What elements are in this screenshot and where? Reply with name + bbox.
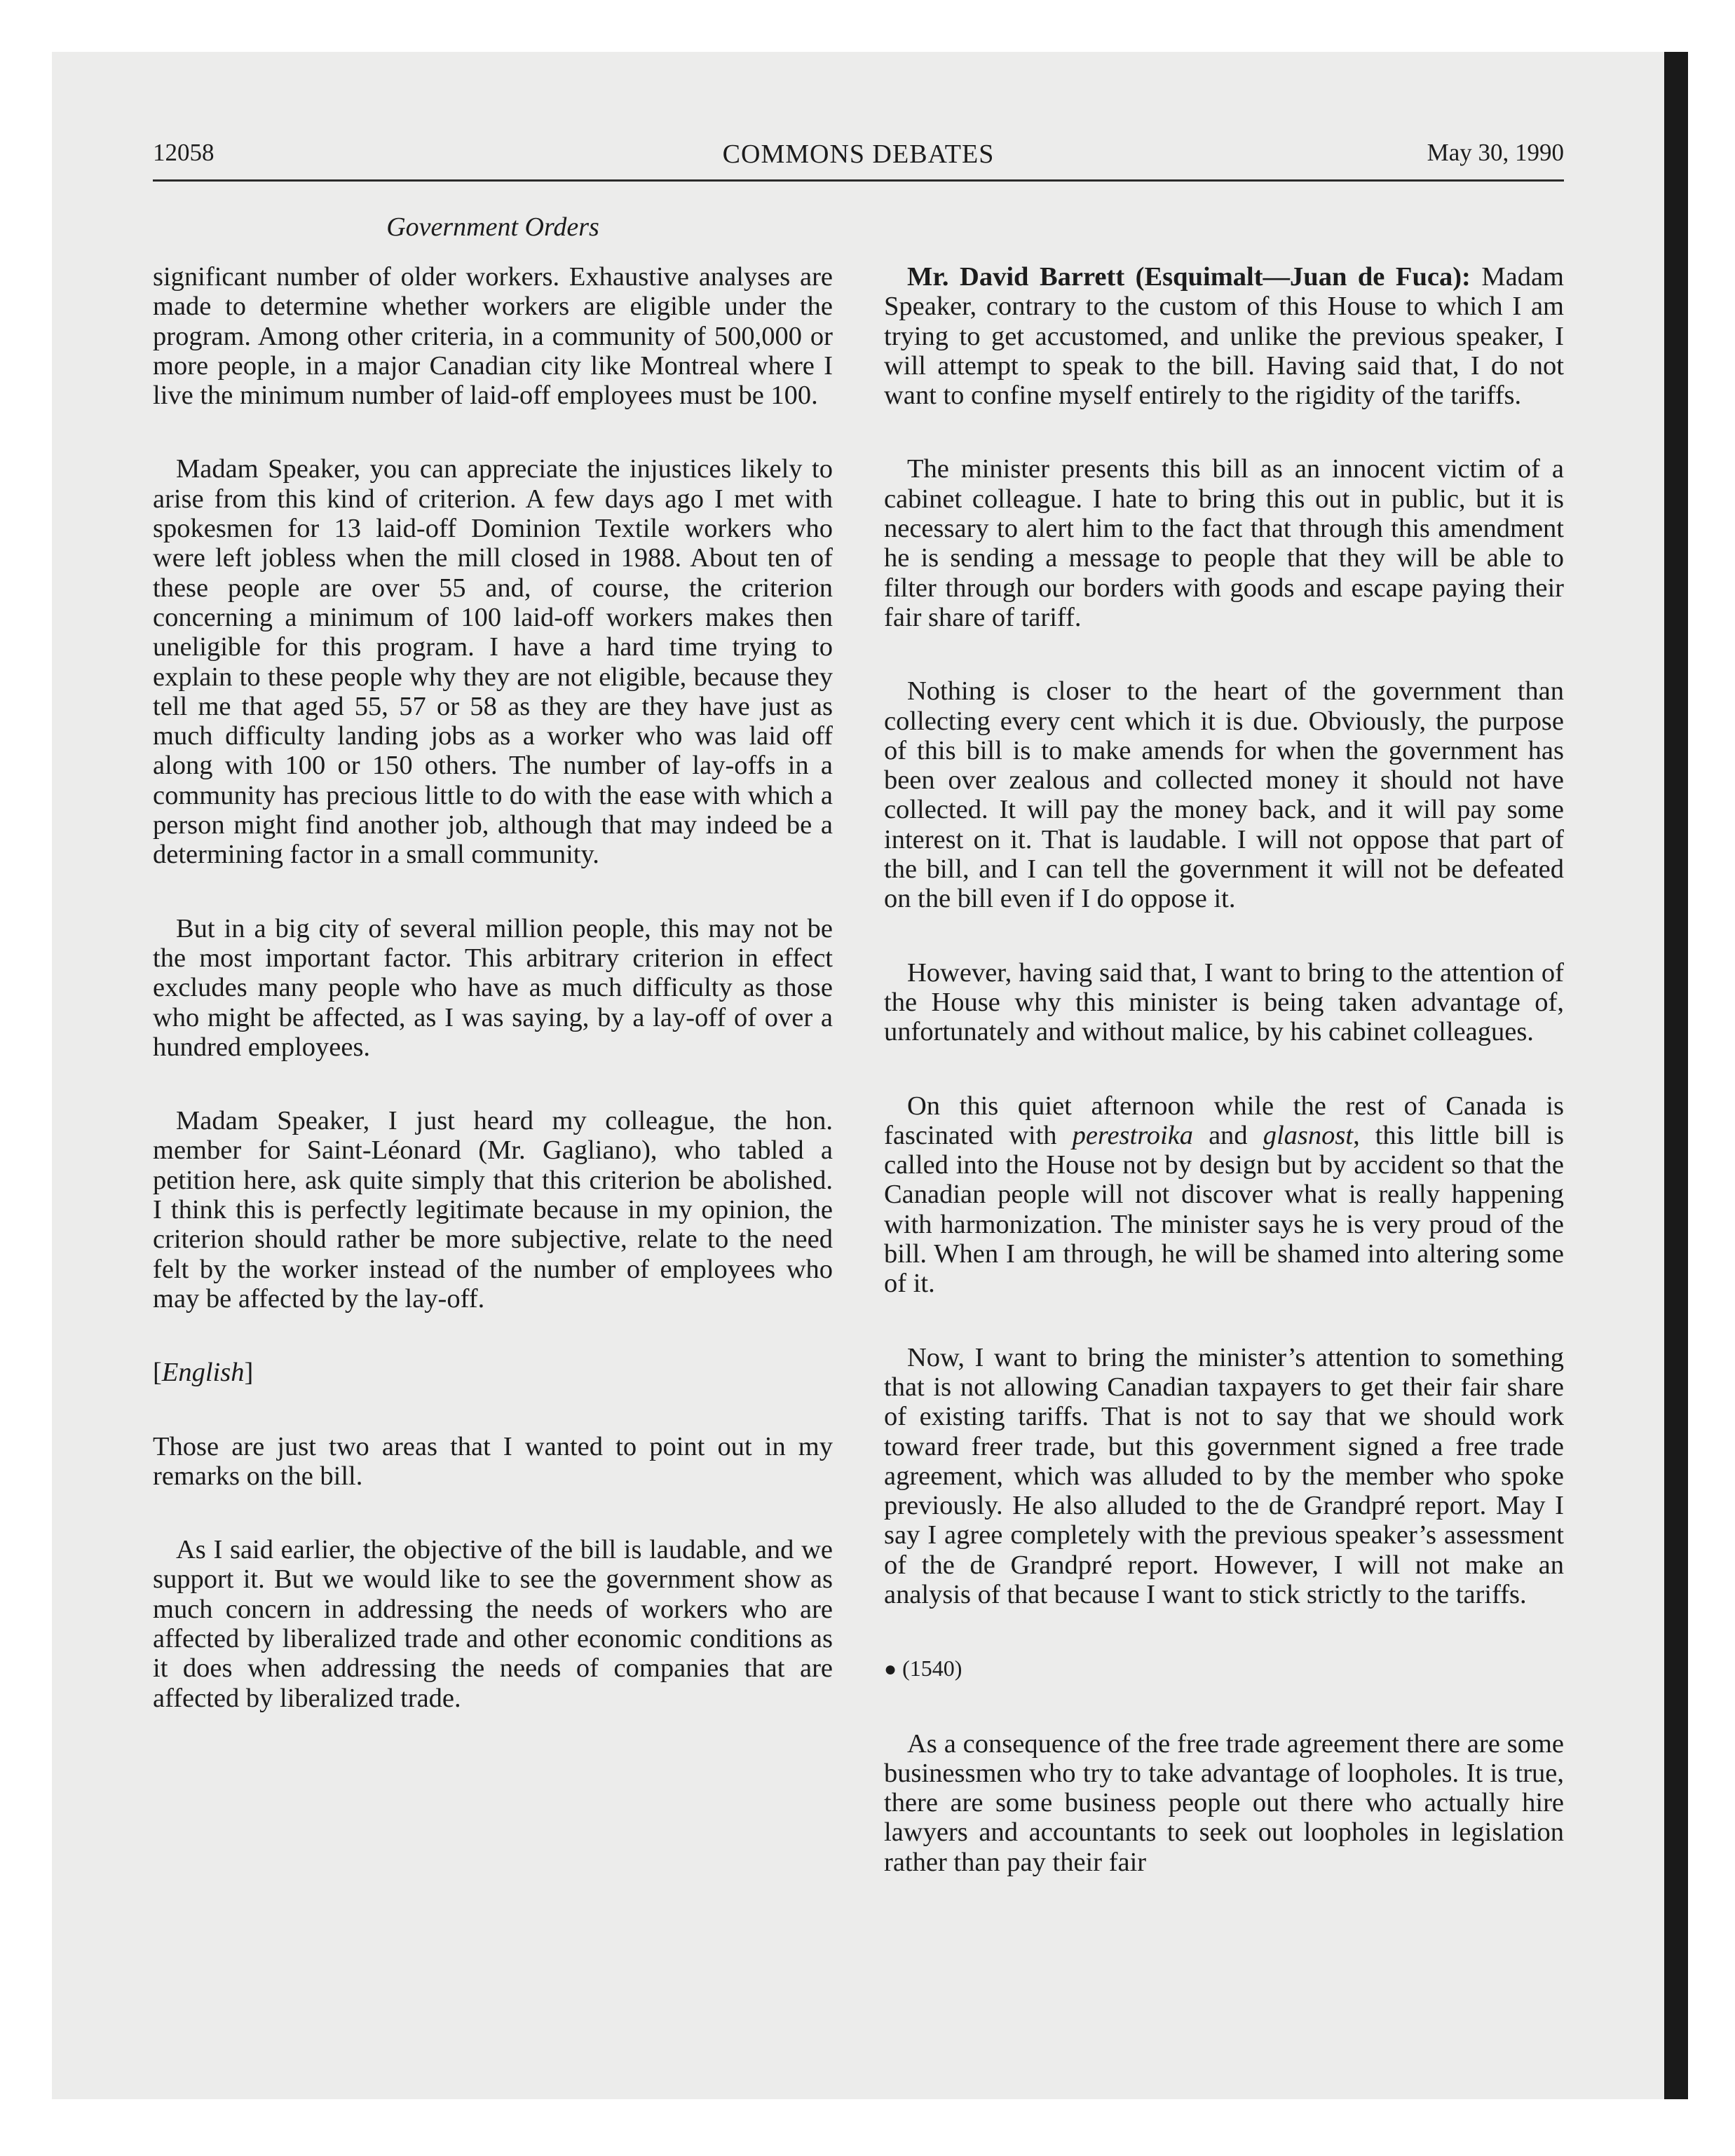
paragraph: Those are just two areas that I wanted to point out in my remarks on the bill.	[153, 1431, 833, 1491]
speech-text: Madam Speaker, contrary to the custom of this House to which I am trying to get accustomed, and unlike the previous speaker, I will attempt to speak to the bill. Having said that, I do not want to confine myself entirely to the rigidity of the tariffs.	[884, 262, 1564, 411]
paragraph: Madam Speaker, you can appreciate the injustices likely to arise from this kind of criterion. A few days ago I met with spokesmen for 13 laid-off Dominion Textile workers who were left jobless when the mill closed in 1988. About ten of these people are over 55 and, of course, the criterion concerning a minimum of 100 laid-off workers makes then uneligible for this program. I have a hard time trying to explain to these people why they are not eligible, because they tell me that aged 55, 57 or 58 as they are they have just as much difficulty landing jobs as a worker who was laid off along with 100 or 150 others. The number of lay-offs in a community has precious little to do with the ease with which a person might find another job, although that may indeed be a determining factor in a small community.	[153, 454, 833, 870]
right-column	[884, 262, 1564, 1921]
page-date: May 30, 1990	[1427, 139, 1564, 166]
language-tag-text: English	[161, 1358, 245, 1388]
language-tag: [English]	[153, 1358, 254, 1388]
section-heading: Government Orders	[386, 212, 599, 242]
paragraph: Now, I want to bring the minister’s attention to something that is not allowing Canadian taxpayers to get their fair share of existing tariffs. That is not to say that we should work toward freer trade, but this government signed a free trade agreement, which was alluded to by the member who spoke previously. He also alluded to the de Grandpré report. May I say I agree completely with the previous speaker’s assessment of the de Grandpré report. However, I will not make an analysis of that because I want to stick strictly to the tariffs.	[884, 1342, 1564, 1609]
paragraph: Nothing is closer to the heart of the government than collecting every cent which it is due. Obviously, the purpose of this bill is to make amends for when the government has been over zealous and collected money it should not have collected. It will pay the money back, and it will pay some interest on it. That is laudable. I will not oppose that part of the bill, and I can tell the government it will not be defeated on the bill even if I do oppose it.	[884, 676, 1564, 914]
scan-edge	[1664, 52, 1688, 2099]
bullet-icon: ●	[884, 1658, 897, 1681]
left-column	[153, 262, 833, 1757]
paragraph: The minister presents this bill as an innocent victim of a cabinet colleague. I hate to bring this out in public, but it is necessary to alert him to the fact that through this amendment he is sending a message to people that they will be able to filter through our borders with goods and escape paying their fair share of tariff.	[884, 454, 1564, 632]
paragraph: Madam Speaker, I just heard my colleague, the hon. member for Saint-Léonard (Mr. Gagliano), who tabled a petition here, ask quite simply that this criterion be abolished. I think this is perfectly legitimate because in my opinion, the criterion should rather be more subjective, relate to the need felt by the worker instead of the number of employees who may be affected by the lay-off.	[153, 1106, 833, 1314]
paragraph: However, having said that, I want to bring to the attention of the House why this minister is being taken advantage of, unfortunately and without malice, by his cabinet colleagues.	[884, 957, 1564, 1047]
paragraph-text: and	[1209, 1120, 1248, 1150]
foreign-term: perestroika	[1072, 1120, 1194, 1150]
timestamp	[884, 1653, 1564, 1684]
running-head	[153, 139, 1564, 181]
paragraph: But in a big city of several million people, this may not be the most important factor. This arbitrary criterion in effect excludes many people who have as much difficulty as those who might be affected, as I was saying, by a lay-off of over a hundred employees.	[153, 913, 833, 1062]
paragraph: significant number of older workers. Exhaustive analyses are made to determine whether workers are eligible under the program. Among other criteria, in a community of 500,000 or more people, in a major Canadian city like Montreal where I live the minimum number of laid-off employees must be 100.	[153, 262, 833, 411]
speech-opening	[884, 262, 1564, 410]
paragraph-text: , this little bill is called into the House not by design but by accident so that the Canadian people will not discover what is really happening with harmonization. The minister says he is very proud of the bill. When I am through, he will be shamed into altering some of it.	[884, 1120, 1565, 1299]
header-rule	[153, 179, 1564, 182]
document-page	[52, 52, 1688, 2099]
paragraph: As I said earlier, the objective of the bill is laudable, and we support it. But we would like to see the government show as much concern in addressing the needs of workers who are affected by liberalized trade and other economic conditions as it does when addressing the needs of companies that are affected by liberalized trade.	[153, 1535, 833, 1713]
foreign-term: glasnost	[1263, 1120, 1354, 1150]
paragraph: As a consequence of the free trade agreement there are some businessmen who try to take advantage of loopholes. It is true, there are some business people out there who actually hire lawyers and accountants to seek out loopholes in legislation rather than pay their fair	[884, 1728, 1564, 1877]
paragraph	[884, 1091, 1564, 1299]
journal-title: COMMONS DEBATES	[722, 139, 995, 169]
timestamp-text: (1540)	[902, 1656, 962, 1681]
paragraph-text: On this quiet afternoon while the rest of Canada is fascinated with	[884, 1091, 1564, 1150]
speaker-name: Mr. David Barrett (Esquimalt—Juan de Fuca):	[907, 262, 1471, 292]
page-number: 12058	[153, 139, 215, 166]
